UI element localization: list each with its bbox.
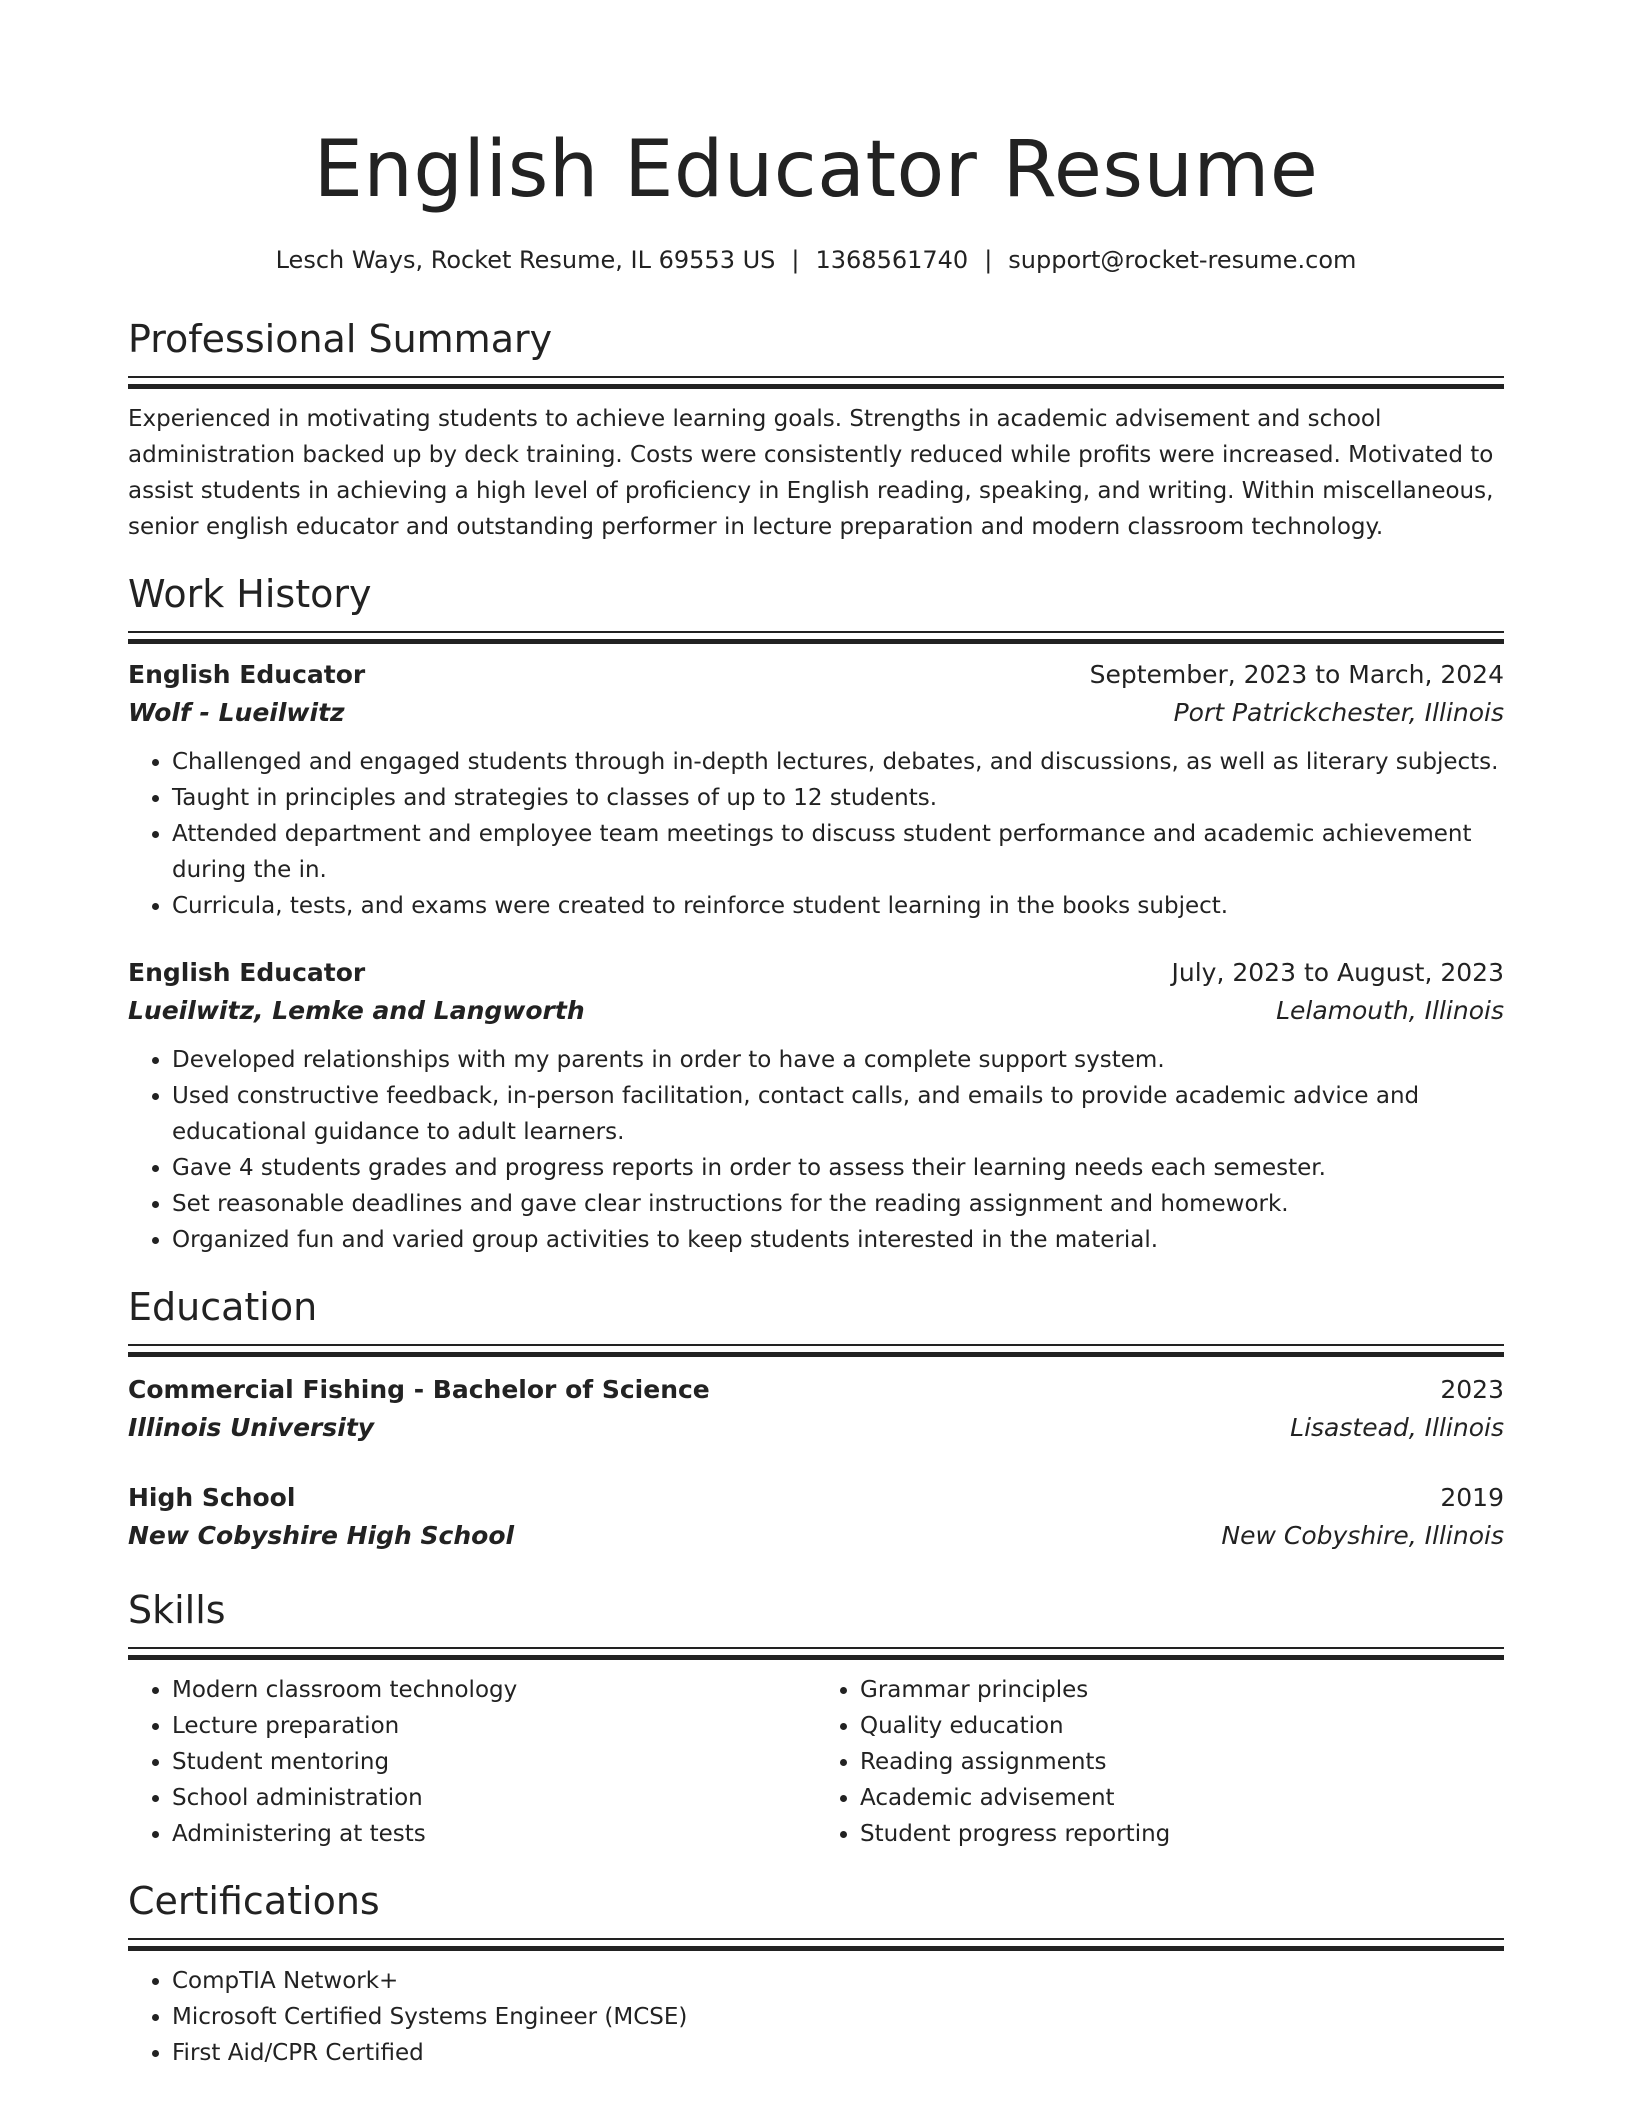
job-bullet: • Gave 4 students grades and progress reports in order to assess their learning needs each semester. bbox=[172, 1150, 1504, 1186]
section-heading-education: Education bbox=[128, 1285, 318, 1329]
job-entry bbox=[128, 656, 1504, 924]
job-bullets bbox=[128, 744, 1504, 924]
job-bullets bbox=[128, 1042, 1504, 1258]
job-dates: July, 2023 to August, 2023 bbox=[1171, 958, 1504, 987]
section-divider bbox=[128, 1344, 1504, 1357]
skills-list-left bbox=[128, 1672, 816, 1852]
job-bullet: • Attended department and employee team meetings to discuss student performance and academic achievement during the in. bbox=[172, 816, 1504, 888]
job-bullet: • Developed relationships with my parents in order to have a complete support system. bbox=[172, 1042, 1504, 1078]
job-location: Port Patrickchester, Illinois bbox=[1173, 698, 1504, 727]
contact-separator: | bbox=[984, 246, 993, 274]
education-school: New Cobyshire High School bbox=[128, 1521, 515, 1550]
certification-item: • CompTIA Network+ bbox=[172, 1963, 1504, 1999]
education-location: Lisastead, Illinois bbox=[1290, 1413, 1504, 1442]
job-title-row bbox=[128, 656, 1504, 694]
education-degree: Commercial Fishing - Bachelor of Science bbox=[128, 1375, 710, 1404]
job-dates: September, 2023 to March, 2024 bbox=[1089, 660, 1504, 689]
section-divider bbox=[128, 1647, 1504, 1660]
skills-list-right bbox=[816, 1672, 1504, 1852]
section-divider bbox=[128, 376, 1504, 389]
job-title: English Educator bbox=[128, 660, 366, 689]
contact-separator: | bbox=[791, 246, 800, 274]
skill-item: • Modern classroom technology bbox=[172, 1672, 816, 1708]
skill-item: • Reading assignments bbox=[860, 1744, 1504, 1780]
skill-item: • Academic advisement bbox=[860, 1780, 1504, 1816]
education-degree: High School bbox=[128, 1483, 296, 1512]
skills-section bbox=[128, 1585, 1504, 1852]
education-section bbox=[128, 1282, 1504, 1555]
job-location: Lelamouth, Illinois bbox=[1276, 996, 1504, 1025]
job-title: English Educator bbox=[128, 958, 366, 987]
contact-address: Lesch Ways, Rocket Resume, IL 69553 US bbox=[275, 246, 776, 274]
education-school: Illinois University bbox=[128, 1413, 375, 1442]
job-bullet: • Used constructive feedback, in-person facilitation, contact calls, and emails to provide academic advice and educational guidance to adult learners. bbox=[172, 1078, 1504, 1150]
job-employer: Lueilwitz, Lemke and Langworth bbox=[128, 996, 585, 1025]
contact-email: support@rocket-resume.com bbox=[1008, 246, 1357, 274]
certification-item: • First Aid/CPR Certified bbox=[172, 2035, 1504, 2071]
skill-item: • School administration bbox=[172, 1780, 816, 1816]
section-heading-work-history: Work History bbox=[128, 572, 372, 616]
resume-title: English Educator Resume bbox=[313, 125, 1319, 215]
job-bullet: • Challenged and engaged students through in-depth lectures, debates, and discussions, as well as literary subjects. bbox=[172, 744, 1504, 780]
education-year: 2023 bbox=[1440, 1375, 1504, 1404]
certification-item: • Microsoft Certified Systems Engineer (MCSE) bbox=[172, 1999, 1504, 2035]
summary-section bbox=[128, 314, 1504, 545]
skill-item: • Student mentoring bbox=[172, 1744, 816, 1780]
job-title-row bbox=[128, 954, 1504, 992]
skill-item: • Student progress reporting bbox=[860, 1816, 1504, 1852]
job-employer: Wolf - Lueilwitz bbox=[128, 698, 345, 727]
skill-item: • Lecture preparation bbox=[172, 1708, 816, 1744]
contact-line bbox=[128, 244, 1504, 276]
job-bullet: • Taught in principles and strategies to classes of up to 12 students. bbox=[172, 780, 1504, 816]
skills-columns bbox=[128, 1672, 1504, 1852]
skill-item: • Grammar principles bbox=[860, 1672, 1504, 1708]
job-bullet: • Organized fun and varied group activities to keep students interested in the material. bbox=[172, 1222, 1504, 1258]
skill-item: • Quality education bbox=[860, 1708, 1504, 1744]
contact-phone: 1368561740 bbox=[815, 246, 969, 274]
skill-item: • Administering at tests bbox=[172, 1816, 816, 1852]
section-heading-certifications: Certifications bbox=[128, 1879, 380, 1923]
education-entry bbox=[128, 1479, 1504, 1555]
education-entry bbox=[128, 1371, 1504, 1447]
summary-text: Experienced in motivating students to achieve learning goals. Strengths in academic advisement and school administration backed up by deck training. Costs were consistently reduced while profits were increased. Motivated to assist students in achieving a high level of proficiency in English reading, speaking, and writing. Within miscellaneous, senior english educator and outstanding performer in lecture preparation and modern classroom technology. bbox=[128, 406, 1494, 540]
job-bullet: • Curricula, tests, and exams were created to reinforce student learning in the books subject. bbox=[172, 888, 1504, 924]
certifications-list bbox=[128, 1963, 1504, 2071]
section-heading-skills: Skills bbox=[128, 1588, 226, 1632]
section-divider bbox=[128, 1938, 1504, 1951]
education-year: 2019 bbox=[1440, 1483, 1504, 1512]
job-bullet: • Set reasonable deadlines and gave clear instructions for the reading assignment and homework. bbox=[172, 1186, 1504, 1222]
job-employer-row bbox=[128, 694, 1504, 732]
job-employer-row bbox=[128, 992, 1504, 1030]
job-entry bbox=[128, 954, 1504, 1258]
section-heading-summary: Professional Summary bbox=[128, 317, 553, 361]
education-location: New Cobyshire, Illinois bbox=[1221, 1521, 1504, 1550]
section-divider bbox=[128, 631, 1504, 644]
education-school-row bbox=[128, 1517, 1504, 1555]
work-history-section bbox=[128, 569, 1504, 1258]
education-degree-row bbox=[128, 1371, 1504, 1409]
certifications-section bbox=[128, 1876, 1504, 2071]
education-degree-row bbox=[128, 1479, 1504, 1517]
education-school-row bbox=[128, 1409, 1504, 1447]
